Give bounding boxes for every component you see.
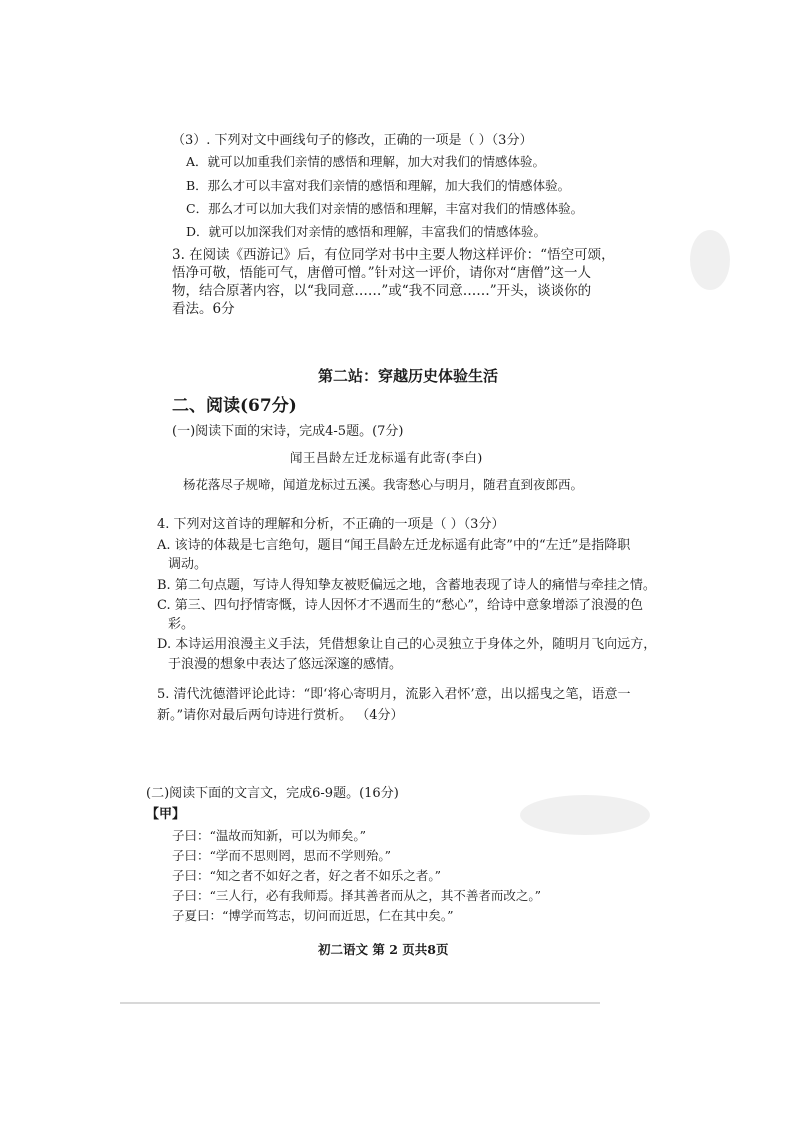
q4-stem: 4. 下列对这首诗的理解和分析，不正确的一项是（ ）（3分） <box>157 517 505 532</box>
analects-line: 子曰：“知之者不如好之者，好之者不如乐之者。” <box>172 868 442 883</box>
q4-option-c-cont: 彩。 <box>168 617 195 632</box>
q4-option-b: B. 第二句点题，写诗人得知挚友被贬偏远之地，含蓄地表现了诗人的痛惜与牵挂之情。 <box>157 578 656 593</box>
analects-line: 子曰：“学而不思则罔，思而不学则殆。” <box>172 848 392 863</box>
analects-line: 子曰：“温故而知新，可以为师矣。” <box>172 828 367 843</box>
q4-option-d: D. 本诗运用浪漫主义手法，凭借想象让自己的心灵独立于身体之外，随明月飞向远方， <box>157 637 657 652</box>
q3b-line: 悟净可敬，悟能可气，唐僧可憎。”针对这一评价，请你对“唐僧”这一人 <box>172 265 591 281</box>
q5-line: 新。”请你对最后两句诗进行赏析。 （4分） <box>157 708 404 723</box>
q3-stem: （3）. 下列对文中画线句子的修改，正确的一项是（ ）（3分） <box>172 133 533 148</box>
poem-title: 闻王昌龄左迁龙标遥有此寄(李白) <box>290 450 483 465</box>
poem-text: 杨花落尽子规啼，闻道龙标过五溪。我寄愁心与明月，随君直到夜郎西。 <box>183 477 584 492</box>
q3-option-b: B．那么才可以丰富对我们亲情的感悟和理解，加大我们的情感体验。 <box>186 178 571 193</box>
q3b-line: 看法。6分 <box>172 301 235 317</box>
q3b-line: 3. 在阅读《西游记》后，有位同学对书中主要人物这样评价：“悟空可颂， <box>172 247 615 263</box>
q4-option-a-cont: 调动。 <box>168 557 208 572</box>
part2-marker: 【甲】 <box>146 807 186 822</box>
scan-smudge <box>690 230 730 290</box>
part2-intro: (二)阅读下面的文言文，完成6-9题。(16分) <box>146 786 399 801</box>
q4-option-c: C. 第三、四句抒情寄慨，诗人因怀才不遇而生的“愁心”，给诗中意象增添了浪漫的色 <box>157 598 644 613</box>
q4-option-d-cont: 于浪漫的想象中表达了悠远深邃的感情。 <box>168 657 403 672</box>
section-heading: 二、阅读(67分) <box>172 396 297 416</box>
analects-line: 子夏曰：“博学而笃志，切问而近思，仁在其中矣。” <box>172 908 454 923</box>
q3-option-a: A．就可以加重我们亲情的感悟和理解，加大对我们的情感体验。 <box>186 154 546 169</box>
analects-line: 子曰：“三人行，必有我师焉。择其善者而从之，其不善者而改之。” <box>172 888 542 903</box>
q5-line: 5. 清代沈德潜评论此诗：“即‘将心寄明月，流影入君怀’意，出以摇曳之笔，语意一 <box>157 687 631 702</box>
scan-smudge <box>520 795 650 835</box>
station-title: 第二站：穿越历史体验生活 <box>318 367 499 385</box>
page-footer: 初二语文 第 2 页共8页 <box>318 942 449 957</box>
scan-edge-line <box>120 1002 600 1004</box>
q3-option-d: D．就可以加深我们对亲情的感悟和理解，丰富我们的情感体验。 <box>186 224 547 239</box>
q4-option-a: A. 该诗的体裁是七言绝句，题目“闻王昌龄左迁龙标遥有此寄”中的“左迁”是指降职 <box>157 538 631 553</box>
part1-intro: (一)阅读下面的宋诗，完成4-5题。(7分) <box>172 424 404 439</box>
q3-option-c: C．那么才可以加大我们对亲情的感悟和理解，丰富对我们的情感体验。 <box>186 201 584 216</box>
q3b-line: 物，结合原著内容，以“我同意……”或“我不同意……”开头，谈谈你的 <box>172 283 592 299</box>
